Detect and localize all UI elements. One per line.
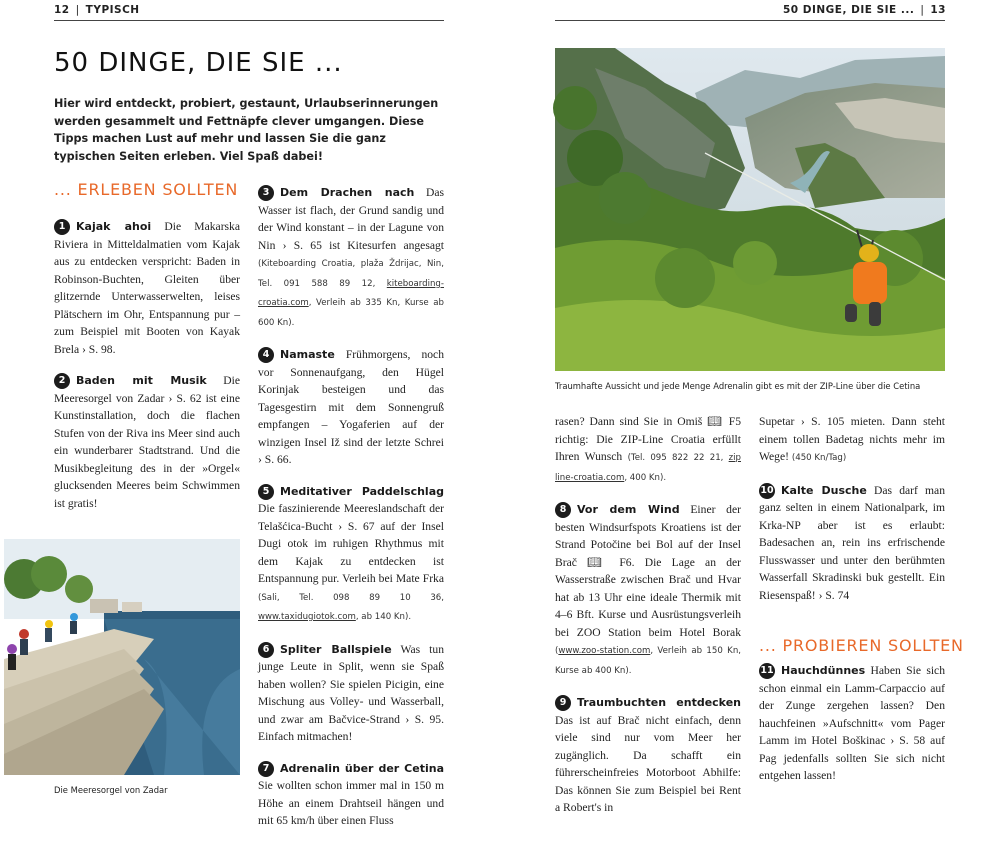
tip-entry-7 [258, 760, 444, 830]
tip-title: Meditativer Paddelschlag [280, 484, 444, 498]
tip-text: Das ist auf Brač nicht einfach, denn viele sind nur vom Meer her zugänglich. Da schafft ein führerscheinfreies Motorboot Abhilfe: Das können Sie zum Beispiel bei Rent a Robert's in [555, 713, 741, 814]
map-reference: F5 [728, 415, 741, 428]
map-icon: 📖︎ [587, 555, 610, 569]
tip-link[interactable]: www.zoo-station.com [558, 646, 651, 656]
map-icon: 📖︎ [707, 415, 724, 428]
tip-text: Was tun junge Leute in Split, wenn sie Spaß haben wollen? Sie spielen Picigin, eine Mischung aus Volley- und Wasserball, und zwar am Bačvice-Strand › S. 95. Einfach mitmachen! [258, 642, 444, 743]
number-badge: 8 [555, 502, 571, 518]
tip-title: Spliter Ballspiele [280, 642, 392, 656]
text-column-1 [54, 218, 240, 526]
tip-entry-9 [555, 694, 741, 817]
tip-text: Supetar › S. 105 mieten. Dann steht einem tollen Badetag nichts mehr im Wege! [759, 415, 945, 463]
separator: | [75, 4, 80, 16]
number-badge: 6 [258, 642, 274, 658]
tip-title: Dem Drachen nach [280, 186, 415, 199]
tip-title: Namaste [280, 348, 335, 361]
zipline-photo [555, 48, 945, 371]
page-number-left: 12 [54, 4, 70, 16]
text-column-4 [759, 413, 945, 799]
number-badge: 3 [258, 185, 274, 201]
tip-text: Die Meeresorgel von Zadar › S. 62 ist eine Kunstinstallation, doch die flachen Stufen von der Riva ins Meer sind auch ein wunderbarer Stadtstrand. Und die Musikbegleitung des in der »Orgel« glucksenden Meeres beim Schwimmen ist gratis! [54, 374, 240, 510]
tip-entry-9-continued [759, 413, 945, 468]
tip-info: (Kiteboarding Croatia, plaža Ždrijac, Nin, Tel. 091 588 89 12, [258, 259, 444, 289]
map-reference: F6 [619, 555, 632, 569]
zipline-photo-caption: Traumhafte Aussicht und jede Menge Adrenalin gibt es mit der ZIP-Line über die Cetina [555, 381, 921, 391]
tip-link[interactable]: kiteboarding-croatia.com [258, 278, 444, 308]
tip-text: Sie wollten schon immer mal in 150 m Höhe an einem Drahtseil hängen und mit 65 km/h über einen Fluss [258, 779, 444, 827]
header-rule-left [54, 20, 444, 21]
number-badge: 5 [258, 484, 274, 500]
tip-text: richtig: Die ZIP-Line Croatia erfüllt Ihren Wunsch [555, 432, 741, 463]
tip-info: , ab 140 Kn). [355, 612, 412, 622]
tip-info: , Verleih ab 335 Kn, Kurse ab 600 Kn). [258, 298, 444, 328]
separator: | [920, 4, 925, 16]
tip-entry-7-continued [555, 413, 741, 487]
tip-title: Kalte Dusche [781, 483, 867, 497]
number-badge: 4 [258, 347, 274, 363]
tip-info: ( [555, 646, 559, 656]
tip-text: rasen? Dann sind Sie in Omiš [555, 415, 708, 428]
page-number-right: 13 [930, 4, 946, 16]
running-head-label-left: TYPISCH [85, 4, 140, 16]
tip-title: Traumbuchten entdecken [577, 696, 741, 709]
page-title: 50 DINGE, DIE SIE ... [54, 48, 343, 78]
tip-title: Vor dem Wind [577, 503, 680, 516]
tip-text: Die faszinierende Meereslandschaft der Telašćica-Bucht › S. 67 auf der Insel Dugi otok im ruhigen Rhythmus mit dem Kajak zu entdecken ist Entspannung pur. Verleih bei Mate Frka [258, 502, 444, 585]
tip-info: , Verleih ab 150 Kn, Kurse ab 400 Kn). [555, 646, 741, 676]
header-rule-right [555, 20, 945, 21]
tip-entry-8 [555, 501, 741, 680]
sea-organ-photo [4, 539, 240, 775]
intro-text: Hier wird entdeckt, probiert, gestaunt, Urlaubserinnerungen werden gesammelt und Fettnäpfe clever umgangen. Diese Tipps machen Lust auf mehr und lassen Sie die ganz typischen Seiten erleben. Viel Spaß dabei! [54, 97, 439, 163]
text-column-2 [258, 184, 444, 844]
tip-entry-10 [759, 482, 945, 605]
number-badge: 7 [258, 761, 274, 777]
number-badge: 1 [54, 219, 70, 235]
number-badge: 2 [54, 373, 70, 389]
tip-info: (Tel. 095 822 22 21, [627, 453, 729, 463]
running-head-label-right: 50 DINGE, DIE SIE ... [783, 4, 915, 16]
number-badge: 10 [759, 483, 775, 499]
tip-entry-4 [258, 346, 444, 469]
running-head-right [783, 4, 946, 16]
tip-entry-11 [759, 662, 945, 785]
tip-text: Das darf man ganz selten in einem Nationalpark, im Krka-NP aber ist es erlaubt: Badesachen an, rein ins erfrischende Flusswasser und unter den berühmten Wasserfall Skradinski buk gestellt. Ein Riesenspaß! › S. 74 [759, 483, 945, 602]
tip-text: Die Makarska Riviera in Mitteldalmatien vom Kajak aus zu entdecken verspricht: Baden in Robinson-Buchten, Gleiten über glitzernde Unterwasserwelten, leises Plätschern im Ohr, Entspannung pur – zum Beispiel mit Booten von Kayak Brela › S. 98. [54, 220, 241, 356]
tip-info: (450 Kn/Tag) [791, 453, 847, 463]
tip-text: Haben Sie sich schon einmal ein Lamm-Carpaccio auf der Zunge zergehen lassen? Den hauchfeinen »Aufschnitt« vom Pager Lamm im Hotel Boškinac › S. 58 auf Pag jedenfalls sollten Sie sich nicht entgehen lassen! [759, 664, 945, 782]
tip-info: , 400 Kn). [624, 472, 667, 483]
text-column-3 [555, 413, 741, 831]
tip-text: Das Wasser ist flach, der Grund sandig und der Wind konstant – in der Lagune von Nin › S. 65 ist Kitesurfen angesagt [258, 186, 444, 252]
zipline-photo-illustration [555, 48, 945, 371]
tip-entry-6 [258, 641, 444, 746]
running-head-left [54, 4, 140, 16]
section-heading-erleben: ... ERLEBEN SOLLTEN [54, 180, 239, 199]
tip-entry-2 [54, 372, 240, 512]
sea-organ-photo-caption: Die Meeresorgel von Zadar [54, 785, 168, 795]
tip-entry-3 [258, 184, 444, 332]
number-badge: 11 [759, 663, 775, 679]
tip-title: Hauchdünnes [781, 664, 866, 677]
tip-info: (Sali, Tel. 098 89 10 36, [258, 592, 444, 603]
tip-text: Frühmorgens, noch vor Sonnenaufgang, den Hügel Korinjak besteigen und das Tagesgestirn mit dem Sonnengruß empfangen – Yogaferien auf der winzigen Insel Iž sind der letzte Schrei › S. 66. [258, 348, 444, 466]
tip-title: Adrenalin über der Cetina [280, 761, 444, 775]
tip-entry-1 [54, 218, 240, 358]
tip-link[interactable]: zip line-croatia.com [555, 453, 741, 483]
tip-text: . Die Lage an der Wasserstraße zwischen Brač und Hvar hat ab 13 Uhr eine ideale Thermik mit 4–6 Bft. Kurse und Ausrüstungsverleih bei ZOO Station beim Hotel Borak [555, 555, 741, 639]
tip-title: Kajak ahoi [76, 220, 152, 233]
tip-link[interactable]: www.taxidugiotok.com [258, 612, 356, 622]
tip-entry-5 [258, 483, 444, 627]
tip-title: Baden mit Musik [76, 374, 207, 387]
number-badge: 9 [555, 695, 571, 711]
sea-organ-photo-illustration [4, 539, 240, 775]
section-heading-probieren: ... PROBIEREN SOLLTEN [759, 636, 964, 655]
tip-text: Einer der besten Windsurfspots Kroatiens ist der Strand Potočine bei Bol auf der Insel Brač [555, 503, 741, 569]
